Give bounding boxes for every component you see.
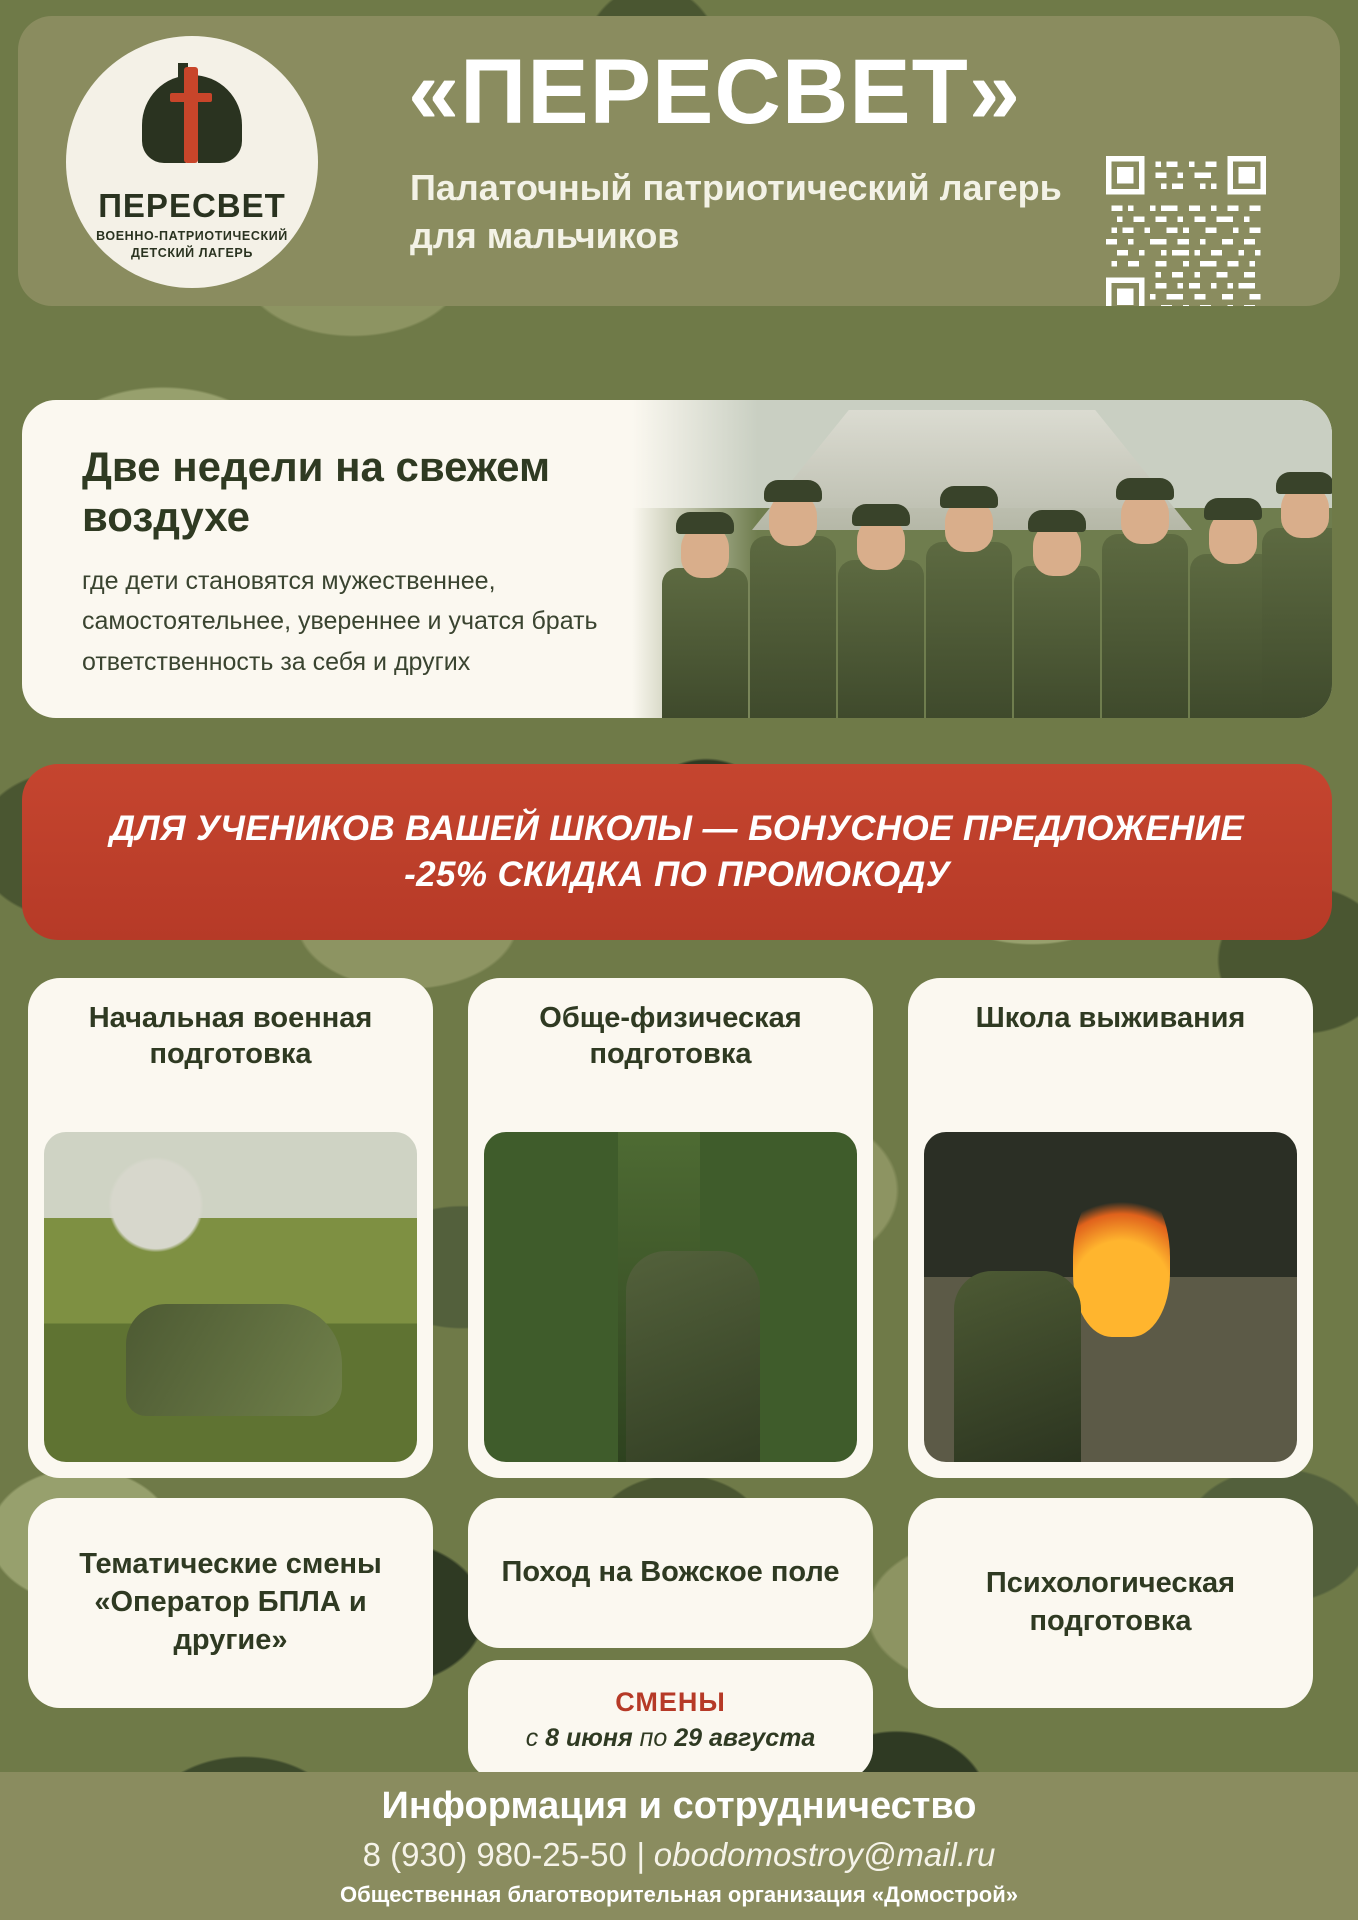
card-title: Психологическая подготовка — [985, 1567, 1236, 1637]
card-hike — [468, 1498, 873, 1648]
intro-card — [22, 400, 1332, 718]
promo-line-2: -25% СКИДКА ПО ПРОМОКОДУ — [404, 855, 950, 894]
camp-logo — [66, 36, 318, 288]
photo-shooting-training — [44, 1132, 417, 1462]
intro-text — [82, 442, 682, 682]
promo-line-1: ДЛЯ УЧЕНИКОВ ВАШЕЙ ШКОЛЫ — БОНУСНОЕ ПРЕДЛОЖЕНИЕ — [109, 808, 1245, 848]
intro-body: где дети становятся мужественнее, самостоятельнее, увереннее и учатся брать ответственность за себя и других — [82, 566, 598, 676]
feature-title: Начальная военная подготовка — [88, 1002, 373, 1071]
shifts-from: 8 июня — [545, 1724, 633, 1752]
phone-number[interactable]: 8 (930) 980-25-50 — [362, 1835, 627, 1873]
page-title: «ПЕРЕСВЕТ» — [408, 41, 1021, 143]
helmet-sword-icon — [132, 69, 252, 179]
group-photo — [632, 400, 1332, 718]
footer-contacts — [0, 1772, 1358, 1920]
shifts-prefix: с — [525, 1724, 546, 1752]
logo-subtitle-line1: ВОЕННО-ПАТРИОТИЧЕСКИЙ — [96, 228, 288, 243]
card-themed-shifts — [28, 1498, 433, 1708]
shifts-middle: по — [632, 1724, 675, 1752]
intro-heading: Две недели на свежем воздухе — [82, 443, 551, 541]
card-psychology — [908, 1498, 1313, 1708]
separator: | — [626, 1835, 654, 1873]
promo-banner — [22, 764, 1332, 940]
photo-rope-climbing — [484, 1132, 857, 1462]
qr-code-icon[interactable] — [1106, 156, 1266, 306]
feature-card-military — [28, 978, 433, 1478]
shifts-to: 29 августа — [674, 1724, 816, 1752]
logo-subtitle-line2: ДЕТСКИЙ ЛАГЕРЬ — [131, 245, 253, 260]
footer-contact-line — [363, 1836, 996, 1874]
feature-title: Обще-физическая подготовка — [539, 1002, 802, 1071]
footer-title: Информация и сотрудничество — [381, 1784, 977, 1827]
shifts-title: СМЕНЫ — [615, 1687, 726, 1717]
shifts-card — [468, 1660, 873, 1780]
card-title: Поход на Вожское поле — [501, 1556, 840, 1589]
organization-name: Общественная благотворительная организация «Домострой» — [340, 1881, 1018, 1907]
feature-title: Школа выживания — [975, 1002, 1246, 1034]
header-banner — [18, 16, 1340, 306]
card-title: Тематические смены «Оператор БПЛА и другие» — [79, 1548, 382, 1656]
shifts-dates — [526, 1724, 816, 1753]
logo-name: ПЕРЕСВЕТ — [98, 186, 286, 224]
feature-card-physical — [468, 978, 873, 1478]
feature-card-survival — [908, 978, 1313, 1478]
email-address[interactable]: obodomostroy@mail.ru — [653, 1835, 996, 1873]
photo-campfire — [924, 1132, 1297, 1462]
logo-subtitle — [96, 228, 288, 262]
page-subtitle: Палаточный патриотический лагерь для мальчиков — [410, 167, 1062, 256]
